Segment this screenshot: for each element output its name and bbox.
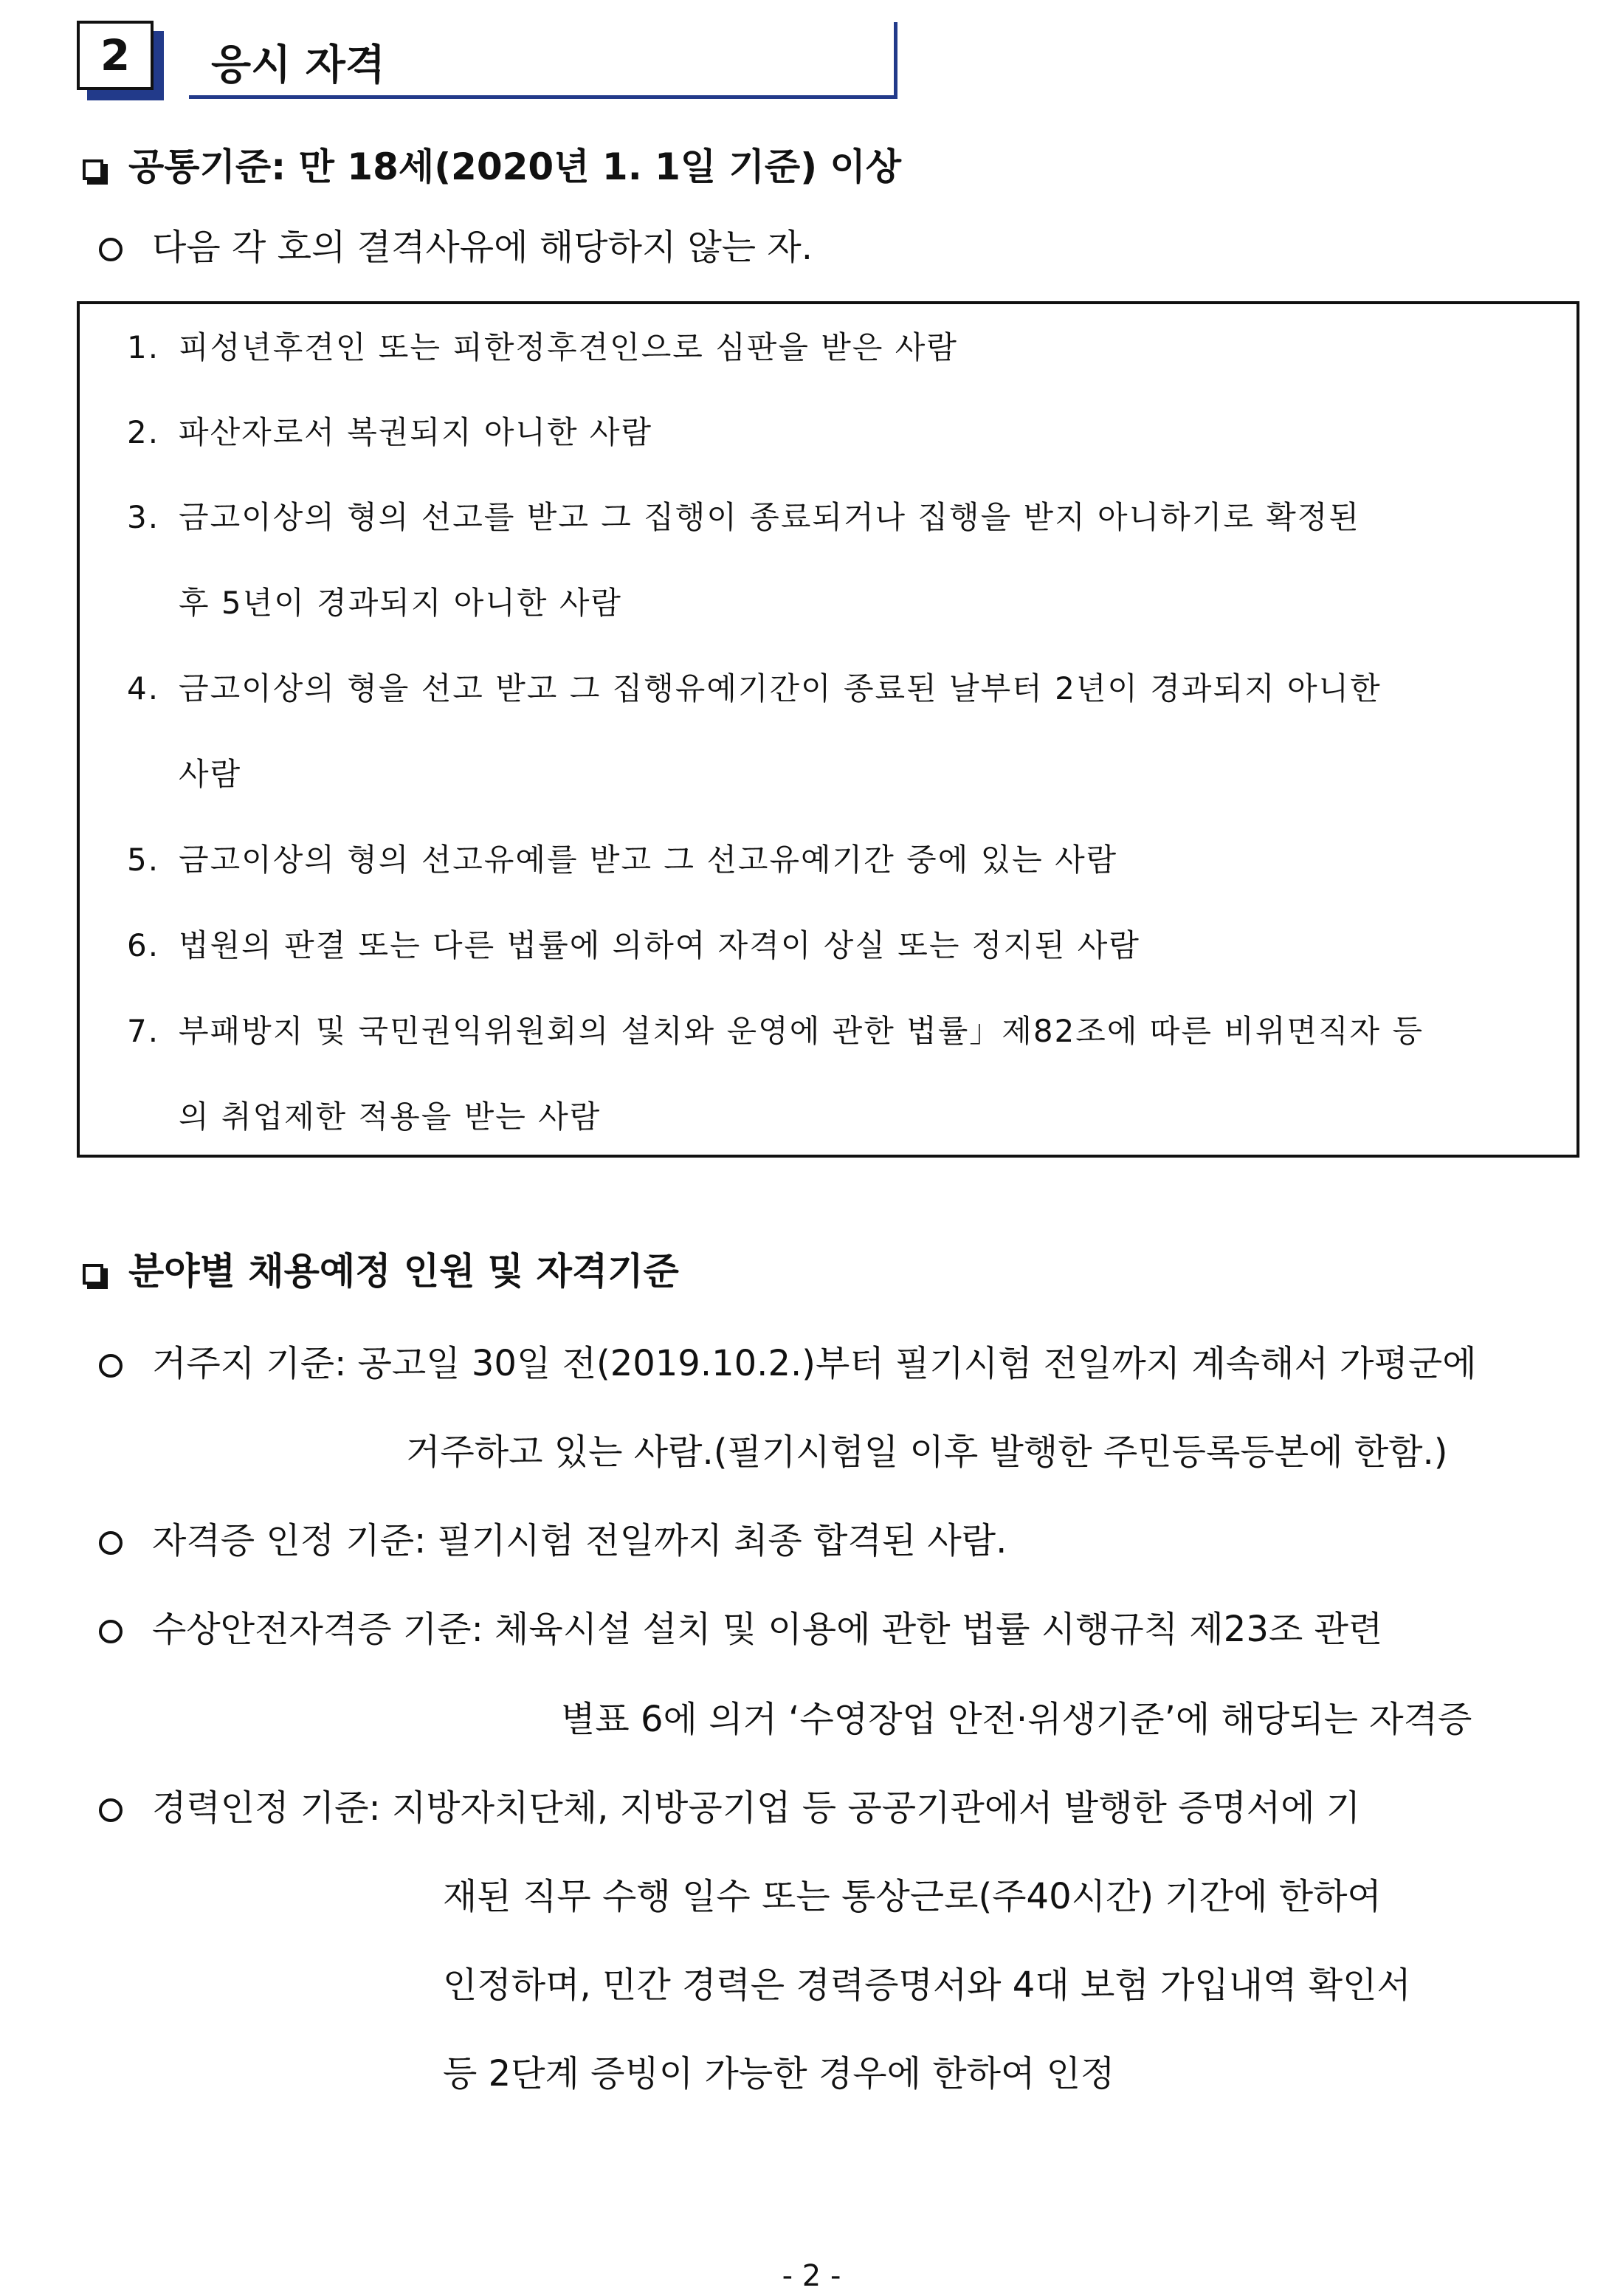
list-number: 2. [127,414,160,450]
list-item [127,408,652,453]
career-line-1: 경력인정 기준: 지방자치단체, 지방공기업 등 공공기관에서 발행한 증명서에 기 [152,1787,1361,1829]
water-row [99,1601,1382,1651]
field-heading-row [83,1242,679,1295]
list-number: 5. [127,842,160,878]
section-number: 2 [77,21,154,90]
list-text: 파산자로서 복권되지 아니한 사람 [179,414,653,450]
square-bullet-icon [83,159,103,180]
residence-row [99,1335,1477,1386]
list-item [127,664,1382,709]
cert-row [99,1512,1007,1563]
list-number: 3. [127,499,160,535]
page-number: - 2 - [782,2259,841,2293]
field-heading: 분야별 채용예정 인원 및 자격기준 [128,1250,679,1293]
common-heading: 공통기준: 만 18세(2020년 1. 1일 기준) 이상 [128,145,902,188]
list-item [127,921,1140,966]
list-item [127,1007,1424,1051]
career-row [99,1779,1360,1830]
circle-bullet-icon [99,238,123,261]
list-item [127,836,1117,880]
list-number: 6. [127,927,160,963]
list-item-continued: 의 취업제한 적용을 받는 사람 [179,1099,602,1135]
list-text: 피성년후견인 또는 피한정후견인으로 심판을 받은 사람 [179,329,958,365]
career-line-2: 재된 직무 수행 일수 또는 통상근로(주40시간) 기간에 한하여 [443,1876,1382,1917]
square-bullet-icon [83,1264,103,1285]
list-text: 금고이상의 형의 선고를 받고 그 집행이 종료되거나 집행을 받지 아니하기로 확정된 [179,499,1360,535]
circle-bullet-icon [99,1354,123,1378]
career-line-3: 인정하며, 민간 경력은 경력증명서와 4대 보험 가입내역 확인서 [443,1965,1411,2006]
section-title: 응시 자격 [211,41,385,89]
common-heading-row [83,137,901,190]
list-item [127,323,958,368]
list-number: 1. [127,329,160,365]
circle-bullet-icon [99,1531,123,1555]
residence-line-2: 거주하고 있는 사람.(필기시험일 이후 발행한 주민등록등본에 한함.) [406,1431,1448,1473]
list-text: 금고이상의 형의 선고유예를 받고 그 선고유예기간 중에 있는 사람 [179,842,1118,878]
list-item-continued: 사람 [179,756,242,792]
list-text: 부패방지 및 국민권익위원회의 설치와 운영에 관한 법률」제82조에 따른 비위면직자 등 [179,1013,1424,1049]
common-sub: 다음 각 호의 결격사유에 해당하지 않는 자. [152,227,813,268]
list-item [127,493,1551,537]
list-number: 4. [127,670,160,707]
list-number: 7. [127,1013,160,1049]
water-line-2: 별표 6에 의거 ‘수영장업 안전·위생기준’에 해당되는 자격증 [561,1699,1472,1740]
circle-bullet-icon [99,1798,123,1822]
residence-line-1: 거주지 기준: 공고일 30일 전(2019.10.2.)부터 필기시험 전일까지 계속해서 가평군에 [152,1343,1477,1384]
list-text: 법원의 판결 또는 다른 법률에 의하여 자격이 상실 또는 정지된 사람 [179,927,1140,963]
list-item-continued: 후 5년이 경과되지 아니한 사람 [179,585,622,621]
common-sub-row [99,219,813,269]
career-line-4: 등 2단계 증빙이 가능한 경우에 한하여 인정 [443,2053,1115,2094]
water-line-1: 수상안전자격증 기준: 체육시설 설치 및 이용에 관한 법률 시행규칙 제23조 관련 [152,1609,1383,1650]
list-text: 금고이상의 형을 선고 받고 그 집행유예기간이 종료된 날부터 2년이 경과되지 아니한 [179,670,1382,707]
circle-bullet-icon [99,1620,123,1643]
cert-line-1: 자격증 인정 기준: 필기시험 전일까지 최종 합격된 사람. [152,1520,1007,1561]
